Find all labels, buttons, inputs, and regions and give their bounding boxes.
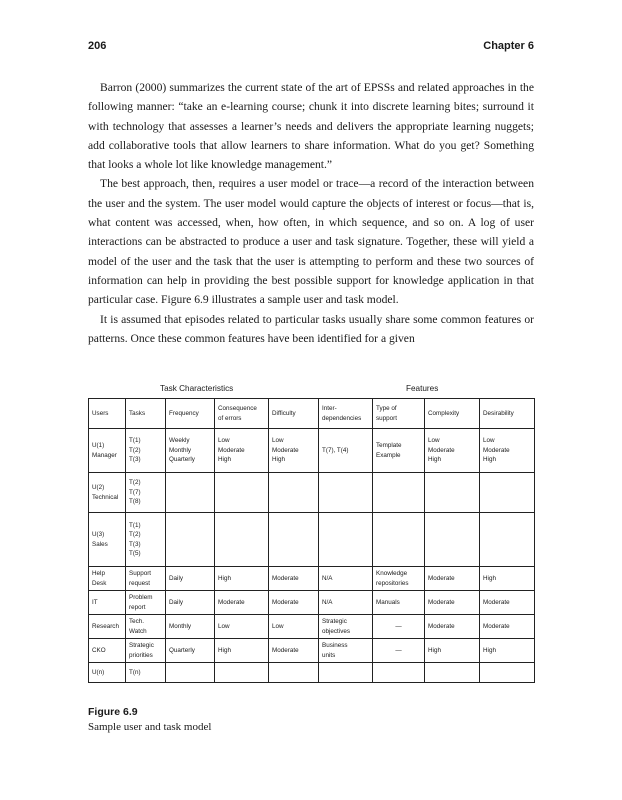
table-cell [269,663,319,683]
table-cell: Moderate [425,591,480,615]
table-cell [319,473,373,513]
paragraph: It is assumed that episodes related to particular tasks usually share some common features or patterns. Once these common features have been identified for a given [88,312,534,345]
table-cell [319,513,373,567]
column-header: Complexity [425,399,480,429]
table-cell: T(n) [126,663,166,683]
table-cell: Help Desk [89,567,126,591]
table-cell: U(n) [89,663,126,683]
table-cell: Moderate [269,639,319,663]
figure-group-headers [88,384,534,398]
table-row [89,513,535,567]
table-cell [166,663,215,683]
table-cell [373,473,425,513]
table-cell: High [480,567,535,591]
table-cell: IT [89,591,126,615]
table-cell: High [425,639,480,663]
table-cell: Manuals [373,591,425,615]
table-cell [373,663,425,683]
user-task-model-table [88,398,535,683]
paragraph: Barron (2000) summarizes the current state of the art of EPSSs and related approaches in the following manner: “take an e-learning course; chunk it into discrete learning bites; surround it with technology that assesses a learner’s needs and delivers the appropriate learning nuggets; add collaborative tools that allow learners to share information. What do you get? Something that looks a whole lot like knowledge management.” [88,81,534,172]
table-cell: Low Moderate High [215,429,269,473]
table-row [89,567,535,591]
figure-label: Figure 6.9 [88,706,138,718]
table-cell: CKO [89,639,126,663]
table-cell: U(2) Technical [89,473,126,513]
page-header [88,40,534,52]
body-text [88,78,534,348]
table-row [89,429,535,473]
table-cell: High [215,639,269,663]
table-cell: Weekly Monthly Quarterly [166,429,215,473]
chapter-label: Chapter 6 [483,40,534,52]
table-cell: High [480,639,535,663]
table-cell: High [215,567,269,591]
table-cell [166,473,215,513]
column-header: Type of support [373,399,425,429]
table-cell: Tech. Watch [126,615,166,639]
table-cell: U(1) Manager [89,429,126,473]
table-cell: Moderate [269,591,319,615]
table-cell: Daily [166,591,215,615]
table-cell: Moderate [425,615,480,639]
table-cell: Low Moderate High [425,429,480,473]
table-cell: — [373,639,425,663]
table-cell: N/A [319,567,373,591]
table-cell: Moderate [425,567,480,591]
page-number: 206 [88,40,107,52]
table-cell [166,513,215,567]
table-row [89,591,535,615]
column-header: Users [89,399,126,429]
table-cell: Moderate [269,567,319,591]
table-cell: Support request [126,567,166,591]
table-cell [215,513,269,567]
table-cell: Knowledge repositories [373,567,425,591]
column-header: Frequency [166,399,215,429]
table-row [89,663,535,683]
table-cell [269,513,319,567]
table-cell: Low [215,615,269,639]
table-cell [373,513,425,567]
table-cell: T(1) T(2) T(3) T(5) [126,513,166,567]
table-cell [269,473,319,513]
figure-caption-text: Sample user and task model [88,721,212,733]
table-cell: Problem report [126,591,166,615]
column-header: Tasks [126,399,166,429]
table-cell: Business units [319,639,373,663]
column-header: Desirability [480,399,535,429]
table-row [89,615,535,639]
task-characteristics-header: Task Characteristics [160,384,234,393]
table-cell [480,513,535,567]
table-row [89,639,535,663]
table-cell: Moderate [480,591,535,615]
column-header: Difficulty [269,399,319,429]
table-cell: Low [269,615,319,639]
table-cell: U(3) Sales [89,513,126,567]
column-header: Inter- dependencies [319,399,373,429]
table-cell: Moderate [215,591,269,615]
table-cell: Strategic objectives [319,615,373,639]
table-cell [425,663,480,683]
column-header: Consequence of errors [215,399,269,429]
table-cell: Research [89,615,126,639]
table-cell: T(2) T(7) T(8) [126,473,166,513]
figure-caption [88,705,211,735]
table-cell: Moderate [480,615,535,639]
table-cell: Monthly [166,615,215,639]
table-cell [319,663,373,683]
table-cell: Low Moderate High [480,429,535,473]
table-cell [425,473,480,513]
features-header: Features [406,384,439,393]
paragraph: The best approach, then, requires a user model or trace—a record of the interaction between the user and the system. The user model would capture the objects of interest or focus—that is, what content was accessed, when, how often, in which sequence, and so on. A log of user interactions can be abstracted to produce a user and task signature. Together, these will yield a model of the user and the task that the user is attempting to perform and these two sources of information can help in providing the best possible support for knowledge application in that particular case. Figure 6.9 illustrates a sample user and task model. [88,177,534,307]
table-cell [480,663,535,683]
table-cell: Strategic priorities [126,639,166,663]
table-header-row [89,399,535,429]
table-cell: N/A [319,591,373,615]
table-cell: T(1) T(2) T(3) [126,429,166,473]
table-cell [215,473,269,513]
table-cell: T(7), T(4) [319,429,373,473]
table-row [89,473,535,513]
table-cell: Daily [166,567,215,591]
table-cell: — [373,615,425,639]
table-cell [425,513,480,567]
table-cell: Low Moderate High [269,429,319,473]
table-cell: Quarterly [166,639,215,663]
table-cell [215,663,269,683]
table-cell: Template Example [373,429,425,473]
table-cell [480,473,535,513]
